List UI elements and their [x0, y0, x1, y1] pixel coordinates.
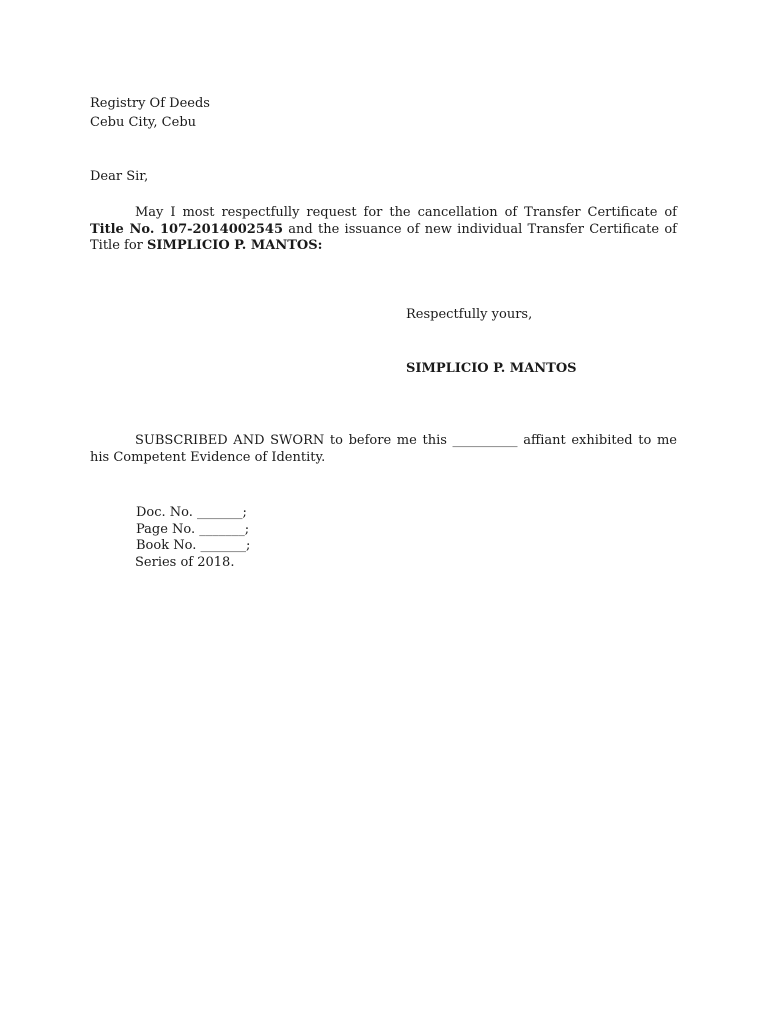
- page-number: Page No. _______;: [136, 521, 250, 537]
- request-row-1: [90, 205, 677, 222]
- jurat-row-1: [90, 433, 677, 450]
- book-number: Book No. _______;: [136, 538, 251, 553]
- request-text-2: and the issuance of new individual Transfer Certificate of: [283, 221, 677, 237]
- title-number: Title No. 107-2014002545: [90, 221, 283, 237]
- jurat-row-2: [90, 450, 677, 467]
- signatory-name: SIMPLICIO P. MANTOS: [406, 361, 577, 376]
- request-text-1: May I most respectfully request for the cancellation of Transfer Certificate of: [135, 205, 677, 220]
- request-paragraph: [90, 205, 677, 255]
- salutation: Dear Sir,: [90, 169, 149, 184]
- jurat-text-2: his Competent Evidence of Identity.: [90, 449, 326, 465]
- request-row-2: [90, 222, 677, 239]
- jurat-text-1: SUBSCRIBED AND SWORN to before me this __________ affiant exhibited to me: [135, 433, 677, 448]
- doc-number: Doc. No. _______;: [136, 505, 247, 520]
- series-year: Series of 2018.: [135, 554, 235, 570]
- addressee-line-2: Cebu City, Cebu: [90, 115, 197, 130]
- notarial-block: [136, 505, 250, 571]
- request-name: SIMPLICIO P. MANTOS:: [147, 238, 323, 253]
- closing: Respectfully yours,: [406, 307, 533, 322]
- jurat-paragraph: [90, 433, 677, 466]
- addressee-line-1: Registry Of Deeds: [90, 96, 210, 111]
- request-row-3: [90, 238, 677, 255]
- request-text-3: Title for: [90, 238, 148, 253]
